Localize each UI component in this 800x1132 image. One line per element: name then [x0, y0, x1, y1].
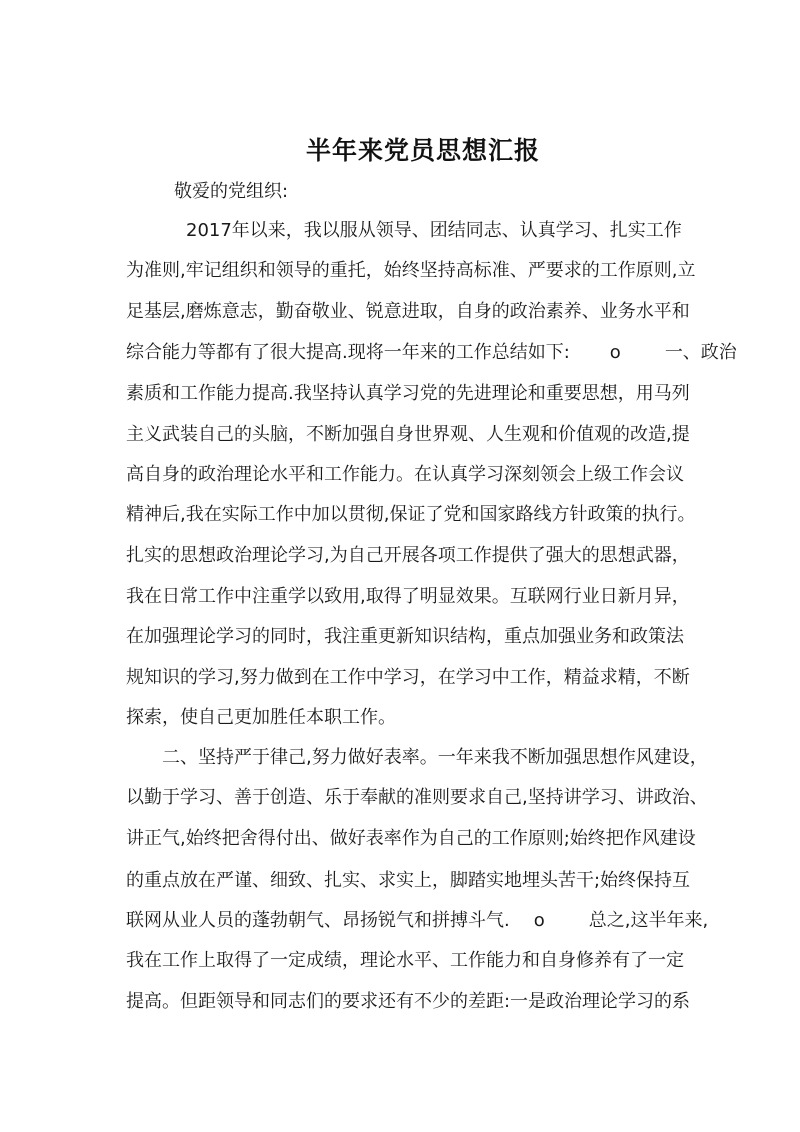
body-line: 精神后,我在实际工作中加以贯彻,保证了党和国家路线方针政策的执行。 [126, 504, 696, 525]
body-line-text: 联网从业人员的蓬勃朝气、昂扬锐气和拼搏斗气. [126, 910, 510, 931]
body-line: 提高。但距领导和同志们的要求还有不少的差距:一是政治理论学习的系 [126, 991, 691, 1012]
body-line: 扎实的思想政治理论学习,为自己开展各项工作提供了强大的思想武器， [126, 545, 690, 566]
body-line: 为准则,牢记组织和领导的重托，始终坚持高标准、严要求的工作原则,立 [126, 260, 696, 281]
body-line [126, 338, 737, 364]
body-line: 探索，使自己更加胜任本职工作。 [126, 707, 396, 728]
body-line: 以勤于学习、善于创造、乐于奉献的准则要求自己,坚持讲学习、讲政治、 [126, 787, 708, 808]
body-line: 讲正气,始终把舍得付出、做好表率作为自己的工作原则;始终把作风建设 [126, 828, 696, 849]
body-line: 高自身的政治理论水平和工作能力。在认真学习深刻领会上级工作会议 [126, 464, 684, 485]
section-heading-inline: 一、政治 [664, 342, 737, 363]
body-line: 在加强理论学习的同时，我注重更新知识结构，重点加强业务和政策法 [126, 626, 684, 647]
body-line: 素质和工作能力提高.我坚持认真学习党的先进理论和重要思想，用马列 [126, 383, 690, 404]
body-line: 规知识的学习,努力做到在工作中学习，在学习中工作，精益求精，不断 [126, 667, 690, 688]
salutation: 敬爱的党组织: [174, 181, 289, 202]
body-line: 的重点放在严谨、细致、扎实、求实上，脚踏实地埋头苦干;始终保持互 [126, 870, 691, 891]
body-line: 二、坚持严于律己,努力做好表率。一年来我不断加强思想作风建设， [162, 747, 708, 768]
inline-mark: o [609, 342, 621, 363]
inline-mark: o [533, 910, 545, 931]
body-line [126, 906, 708, 932]
body-line: 我在工作上取得了一定成绩，理论水平、工作能力和自身修养有了一定 [126, 950, 684, 971]
document-title: 半年来党员思想汇报 [305, 136, 540, 165]
body-line: 足基层,磨炼意志，勤奋敬业、锐意进取，自身的政治素养、业务水平和 [126, 301, 690, 322]
body-line: 2017年以来，我以服从领导、团结同志、认真学习、扎实工作 [186, 220, 682, 241]
body-line-text: 综合能力等都有了很大提高.现将一年来的工作总结如下: [126, 342, 570, 363]
body-line: 主义武装自己的头脑，不断加强自身世界观、人生观和价值观的改造,提 [126, 424, 690, 445]
summary-start-inline: 总之,这半年来, [588, 910, 709, 931]
body-line: 我在日常工作中注重学以致用,取得了明显效果。互联网行业日新月异， [126, 586, 690, 607]
